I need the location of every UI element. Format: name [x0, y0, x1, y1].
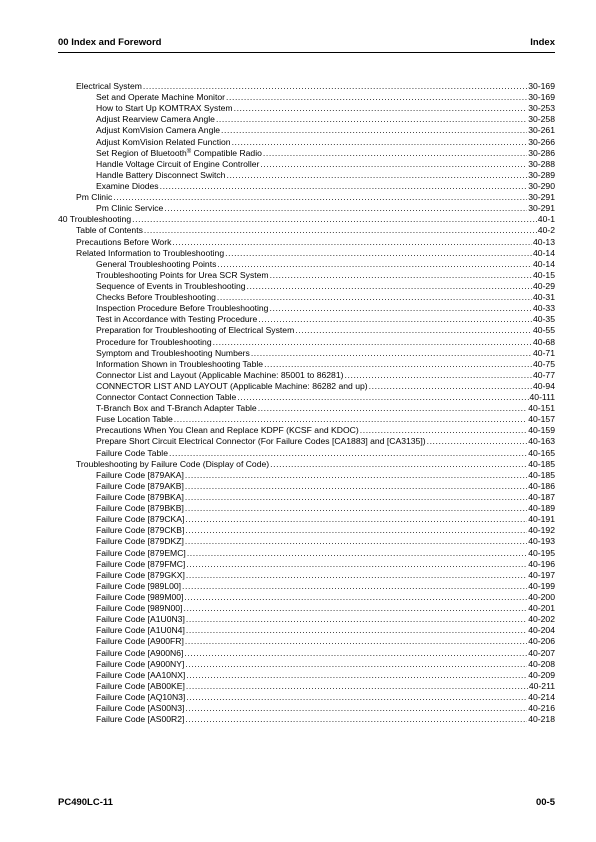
toc-entry-page: 40-207	[528, 647, 555, 658]
toc-entry-page: 30-261	[528, 125, 555, 136]
toc-entry-title-text: Fuse Location Table	[96, 414, 173, 425]
toc-entry-page: 40-94	[533, 380, 555, 391]
dot-leader	[232, 137, 528, 148]
toc-entry-title-text: Symptom and Troubleshooting Numbers	[96, 347, 250, 358]
toc-entry-page: 40-29	[533, 280, 555, 291]
dot-leader	[234, 103, 528, 114]
page-header	[58, 36, 555, 53]
toc-entry[interactable]	[58, 592, 555, 603]
toc-entry-title-text: Precautions When You Clean and Replace KDPF (KCSF and KDOC)	[96, 425, 359, 436]
toc-entry-title	[96, 159, 259, 170]
toc-entry-title	[96, 370, 343, 381]
toc-entry-title-text: Procedure for Troubleshooting	[96, 336, 212, 347]
dot-leader	[251, 348, 532, 359]
toc-entry-page: 30-290	[528, 180, 555, 191]
toc-entry-title-text: Examine Diodes	[96, 180, 159, 191]
toc-entry-title	[96, 303, 268, 314]
dot-leader	[113, 192, 527, 203]
toc-entry[interactable]	[58, 614, 555, 625]
dot-leader	[185, 525, 527, 536]
toc-entry-title-text: Handle Battery Disconnect Switch	[96, 169, 226, 180]
toc-entry-page: 40-208	[528, 658, 555, 669]
toc-entry[interactable]	[58, 337, 555, 348]
toc-entry[interactable]	[58, 514, 555, 525]
toc-entry[interactable]	[58, 81, 555, 92]
toc-entry-title-text: Failure Code [AQ10N3]	[96, 692, 186, 702]
toc-entry-title	[96, 392, 236, 403]
toc-entry-title-text: Related Information to Troubleshooting	[76, 247, 225, 258]
toc-entry[interactable]	[58, 692, 555, 703]
toc-entry-title-text: Failure Code [A900NY]	[96, 658, 185, 669]
toc-entry-title-text: Adjust KomVision Related Function	[96, 136, 231, 147]
toc-entry-title	[96, 525, 184, 536]
toc-entry-title	[96, 692, 185, 703]
header-index-label: Index	[530, 37, 555, 48]
dot-leader	[270, 270, 532, 281]
toc-entry-title-text: Prepare Short Circuit Electrical Connector (For Failure Codes [CA1883] and [CA3135])	[96, 436, 426, 447]
toc-entry-page: 30-288	[528, 158, 555, 169]
toc-entry-title	[96, 414, 173, 425]
toc-entry-title	[96, 703, 184, 714]
dot-leader	[225, 248, 532, 259]
toc-entry-page: 40-202	[528, 614, 555, 625]
toc-entry-title-text: Failure Code [879GKX]	[96, 569, 185, 580]
toc-entry-title-text: Pm Clinic	[76, 192, 113, 203]
toc-entry[interactable]	[58, 425, 555, 436]
toc-entry-page: 40-192	[528, 525, 555, 536]
toc-entry-page: 40-157	[528, 414, 555, 425]
toc-entry-title	[76, 459, 269, 470]
toc-entry[interactable]	[58, 181, 555, 192]
dot-leader	[217, 259, 532, 270]
toc-entry-title	[96, 470, 184, 481]
toc-entry[interactable]	[58, 303, 555, 314]
dot-leader	[185, 503, 527, 514]
toc-entry-title	[96, 714, 184, 725]
dot-leader	[186, 692, 527, 703]
toc-entry-title-text: Adjust KomVision Camera Angle	[96, 125, 221, 136]
toc-entry-page: 40-197	[528, 569, 555, 580]
toc-entry[interactable]	[58, 192, 555, 203]
toc-entry[interactable]	[58, 448, 555, 459]
toc-entry[interactable]	[58, 714, 555, 725]
toc-entry-page: 40-151	[528, 403, 555, 414]
dot-leader	[295, 325, 532, 336]
toc-entry-page: 40-71	[533, 347, 555, 358]
toc-entry-title	[96, 559, 185, 570]
toc-entry-title	[96, 625, 185, 636]
toc-entry[interactable]	[58, 414, 555, 425]
toc-entry[interactable]	[58, 703, 555, 714]
dot-leader	[226, 92, 527, 103]
dot-leader	[186, 559, 527, 570]
toc-entry-title	[96, 170, 225, 181]
toc-entry[interactable]	[58, 214, 555, 225]
toc-entry-title-text: Failure Code [AB00KE]	[96, 680, 185, 691]
toc-entry-title	[96, 337, 212, 348]
toc-entry-title	[96, 281, 246, 292]
section-title: 00 Index and Foreword	[58, 37, 162, 48]
toc-entry-title	[58, 214, 131, 225]
toc-entry-page: 40-13	[533, 236, 555, 247]
toc-entry[interactable]	[58, 325, 555, 336]
toc-entry-title	[96, 514, 184, 525]
toc-entry-title-text: Failure Code [879AKA]	[96, 469, 184, 480]
toc-entry-title	[96, 137, 231, 148]
toc-entry[interactable]	[58, 481, 555, 492]
toc-entry-title	[96, 259, 216, 270]
toc-entry[interactable]	[58, 359, 555, 370]
toc-entry-page: 30-291	[528, 192, 555, 203]
toc-entry-title	[76, 81, 142, 92]
toc-entry[interactable]	[58, 648, 555, 659]
toc-entry-title-text: Test in Accordance with Testing Procedure	[96, 314, 258, 325]
toc-entry-page: 40-199	[528, 580, 555, 591]
toc-entry-title	[96, 492, 184, 503]
toc-entry-title-text: Failure Code [879BKB]	[96, 503, 184, 514]
toc-entry-title	[96, 670, 185, 681]
toc-entry[interactable]	[58, 314, 555, 325]
toc-entry-title-text: Failure Code [879DKZ]	[96, 536, 184, 547]
toc-entry-title	[76, 248, 224, 259]
toc-entry-page: 40-201	[528, 603, 555, 614]
toc-entry-title	[96, 581, 181, 592]
toc-entry-title-text: Failure Code [A1U0N4]	[96, 625, 185, 636]
dot-leader	[260, 159, 527, 170]
toc-entry-title-text: T-Branch Box and T-Branch Adapter Table	[96, 403, 257, 414]
dot-leader	[186, 681, 528, 692]
dot-leader	[269, 303, 532, 314]
toc-entry-title	[96, 348, 250, 359]
dot-leader	[258, 314, 532, 325]
toc-entry-title-text: Handle Voltage Circuit of Engine Controller	[96, 158, 260, 169]
toc-entry-title-text: Table of Contents	[76, 225, 143, 236]
toc-entry-page: 40-185	[528, 469, 555, 480]
toc-entry-title	[96, 381, 368, 392]
dot-leader	[226, 170, 527, 181]
toc-entry[interactable]	[58, 103, 555, 114]
dot-leader	[143, 81, 527, 92]
toc-entry-title	[96, 359, 263, 370]
dot-leader	[213, 337, 532, 348]
dot-leader	[237, 392, 528, 403]
dot-leader	[360, 425, 528, 436]
toc-entry-page: 40-209	[528, 669, 555, 680]
toc-entry-page: 40-189	[528, 503, 555, 514]
toc-entry-page: 40-159	[528, 425, 555, 436]
toc-entry-title	[96, 592, 183, 603]
dot-leader	[187, 548, 527, 559]
dot-leader	[184, 648, 527, 659]
dot-leader	[132, 214, 537, 225]
toc-entry-title-text: CONNECTOR LIST AND LAYOUT (Applicable Machine: 86282 and up)	[96, 380, 368, 391]
toc-entry-title-text: Failure Code [879AKB]	[96, 480, 184, 491]
toc-entry[interactable]	[58, 492, 555, 503]
toc-entry-title	[96, 481, 184, 492]
toc-entry-title	[96, 437, 426, 448]
toc-entry-title-text: Electrical System	[76, 81, 142, 91]
toc-entry[interactable]	[58, 392, 555, 403]
toc-entry-title	[96, 148, 262, 159]
toc-entry-page: 40-193	[528, 536, 555, 547]
dot-leader	[221, 125, 527, 136]
dot-leader	[185, 492, 527, 503]
toc-entry-title-text: Sequence of Events in Troubleshooting	[96, 280, 246, 291]
toc-entry[interactable]	[58, 570, 555, 581]
toc-entry[interactable]	[58, 437, 555, 448]
toc-entry-title-text: General Troubleshooting Points	[96, 258, 217, 269]
toc-entry-title	[96, 548, 186, 559]
toc-entry-page: 40-111	[529, 392, 555, 403]
dot-leader	[185, 514, 527, 525]
dot-leader	[185, 636, 527, 647]
toc-entry[interactable]	[58, 381, 555, 392]
toc-entry[interactable]	[58, 259, 555, 270]
toc-entry-page: 40-218	[528, 714, 555, 725]
toc-entry-title-text: Troubleshooting Points for Urea SCR System	[96, 269, 269, 280]
dot-leader	[264, 359, 532, 370]
toc-entry[interactable]	[58, 270, 555, 281]
toc-entry-title-text: Failure Code [879BKA]	[96, 492, 184, 503]
toc-entry-title	[96, 448, 168, 459]
toc-entry-page: 40-2	[537, 225, 555, 236]
toc-entry-title-text: Failure Code [AA10NX]	[96, 669, 186, 680]
dot-leader	[160, 181, 528, 192]
toc-entry-page: 30-289	[528, 169, 555, 180]
toc-entry-page: 30-253	[528, 103, 555, 114]
dot-leader	[186, 614, 527, 625]
toc-entry-page: 40-68	[533, 336, 555, 347]
toc-entry-title	[96, 103, 233, 114]
toc-entry-title	[96, 403, 257, 414]
toc-entry-title-text: Failure Code [A1U0N3]	[96, 614, 185, 625]
toc-entry-title-text: Checks Before Troubleshooting	[96, 292, 216, 303]
toc-entry[interactable]	[58, 348, 555, 359]
toc-entry-title	[76, 225, 143, 236]
toc-entry-title-text: How to Start Up KOMTRAX System	[96, 103, 233, 114]
page-number: 00-5	[535, 797, 555, 808]
toc-entry-title-text: Failure Code [879CKA]	[96, 514, 185, 525]
toc-entry-title-text: Failure Code [989L00]	[96, 580, 182, 591]
toc-entry[interactable]	[58, 681, 555, 692]
dot-leader	[186, 670, 527, 681]
toc-entry-title	[96, 503, 184, 514]
toc-entry[interactable]	[58, 459, 555, 470]
toc-entry-title-text: Adjust Rearview Camera Angle	[96, 114, 215, 125]
toc-entry-title	[96, 92, 225, 103]
toc-entry[interactable]	[58, 114, 555, 125]
model-number: PC490LC-11	[58, 797, 113, 808]
toc-entry-page: 40-216	[528, 703, 555, 714]
toc-entry[interactable]	[58, 125, 555, 136]
dot-leader	[185, 536, 527, 547]
toc-entry-title	[96, 536, 184, 547]
toc-entry-page: 30-291	[528, 203, 555, 214]
toc-entry[interactable]	[58, 536, 555, 547]
dot-leader	[164, 203, 527, 214]
toc-entry-title-text: Failure Code [AS00R2]	[96, 714, 185, 725]
toc-entry[interactable]	[58, 503, 555, 514]
toc-entry-title	[96, 270, 269, 281]
toc-entry-title-text: Troubleshooting by Failure Code (Display of Code)	[76, 458, 270, 469]
toc-entry-page: 40-214	[528, 692, 555, 702]
toc-entry-title	[96, 659, 184, 670]
dot-leader	[185, 703, 527, 714]
toc-entry[interactable]	[58, 203, 555, 214]
dot-leader	[169, 448, 527, 459]
toc-entry-title	[76, 192, 112, 203]
toc-entry[interactable]	[58, 403, 555, 414]
toc-entry-title	[96, 570, 185, 581]
toc-entry-title-text: Failure Code Table	[96, 447, 168, 458]
toc-entry[interactable]	[58, 170, 555, 181]
toc-entry-page: 40-75	[533, 358, 555, 369]
dot-leader	[182, 581, 527, 592]
dot-leader	[263, 148, 527, 159]
toc-entry-title	[96, 181, 159, 192]
toc-entry[interactable]	[58, 603, 555, 614]
toc-entry-page: 40-204	[528, 625, 555, 636]
toc-entry[interactable]	[58, 148, 555, 159]
toc-entry-title-text: Information Shown in Troubleshooting Table	[96, 358, 264, 369]
toc-entry-title-text: Failure Code [879FMC]	[96, 558, 186, 569]
toc-entry-title	[96, 614, 185, 625]
toc-entry[interactable]	[58, 659, 555, 670]
toc-entry-title-text: Failure Code [A900N6]	[96, 647, 184, 658]
toc-entry[interactable]	[58, 581, 555, 592]
toc-entry-page: 40-206	[528, 636, 555, 647]
toc-entry-page: 40-200	[528, 592, 555, 603]
toc-entry[interactable]	[58, 237, 555, 248]
toc-entry-page: 40-187	[528, 492, 555, 503]
dot-leader	[144, 225, 537, 236]
toc-entry-title-text: 40 Troubleshooting	[58, 214, 132, 225]
toc-entry-title-text: Failure Code [989N00]	[96, 603, 183, 614]
dot-leader	[172, 237, 532, 248]
toc-entry-page: 30-266	[528, 136, 555, 147]
toc-entry-title	[96, 203, 163, 214]
toc-entry[interactable]	[58, 225, 555, 236]
dot-leader	[247, 281, 532, 292]
toc-entry[interactable]	[58, 92, 555, 103]
toc-entry[interactable]	[58, 525, 555, 536]
toc-entry-title-text: Inspection Procedure Before Troubleshooting	[96, 303, 269, 314]
dot-leader	[427, 437, 528, 448]
toc-entry-page: 30-169	[528, 92, 555, 103]
toc-entry[interactable]	[58, 625, 555, 636]
toc-entry[interactable]	[58, 137, 555, 148]
toc-entry-title	[96, 681, 185, 692]
toc-entry-page: 40-77	[533, 369, 555, 380]
toc-entry-page: 40-35	[533, 314, 555, 325]
toc-entry-page: 30-169	[528, 81, 555, 91]
toc-entry-title-text: Compatible Radio	[191, 147, 262, 158]
dot-leader	[184, 592, 527, 603]
toc-entry-page: 40-163	[528, 436, 555, 447]
dot-leader	[186, 570, 527, 581]
toc-entry-page: 40-165	[528, 447, 555, 458]
toc-entry-title	[76, 237, 171, 248]
dot-leader	[185, 481, 527, 492]
dot-leader	[217, 292, 532, 303]
toc-entry-page: 40-1	[537, 214, 555, 225]
toc-entry-title-text: Set Region of Bluetooth	[96, 147, 187, 158]
dot-leader	[216, 114, 527, 125]
toc-entry[interactable]	[58, 248, 555, 259]
dot-leader	[185, 714, 527, 725]
toc-entry[interactable]	[58, 470, 555, 481]
toc-entry-title-text: Pm Clinic Service	[96, 203, 164, 214]
toc-entry-title-text: Failure Code [989M00]	[96, 592, 184, 603]
toc-entry[interactable]	[58, 292, 555, 303]
toc-entry-title	[96, 425, 359, 436]
toc-entry-title-text: Precautions Before Work	[76, 236, 172, 247]
table-of-contents	[58, 81, 555, 725]
toc-entry-page: 40-14	[533, 258, 555, 269]
toc-entry[interactable]	[58, 281, 555, 292]
toc-entry-title	[96, 125, 220, 136]
toc-entry-page: 40-196	[528, 558, 555, 569]
toc-entry-page: 40-33	[533, 303, 555, 314]
toc-entry[interactable]	[58, 548, 555, 559]
toc-entry-title	[96, 325, 294, 336]
toc-entry-title-text: Set and Operate Machine Monitor	[96, 92, 225, 103]
toc-entry-title	[96, 292, 216, 303]
toc-entry-title-text: Failure Code [879CKB]	[96, 525, 185, 536]
toc-entry-title-text: Failure Code [AS00N3]	[96, 703, 185, 714]
registered-mark: ®	[186, 148, 192, 155]
toc-entry-page: 40-186	[528, 480, 555, 491]
dot-leader	[185, 659, 527, 670]
toc-entry[interactable]	[58, 370, 555, 381]
toc-entry-page: 40-14	[533, 247, 555, 258]
toc-entry-title	[96, 603, 182, 614]
dot-leader	[344, 370, 532, 381]
dot-leader	[369, 381, 532, 392]
toc-entry[interactable]	[58, 159, 555, 170]
toc-entry[interactable]	[58, 559, 555, 570]
toc-entry-page: 40-15	[533, 269, 555, 280]
toc-entry-page: 40-195	[528, 547, 555, 558]
toc-entry-page: 30-258	[528, 114, 555, 125]
dot-leader	[183, 603, 527, 614]
dot-leader	[186, 625, 527, 636]
toc-entry-page: 40-191	[528, 514, 555, 525]
toc-entry-title	[96, 648, 183, 659]
toc-entry-title-text: Failure Code [A900FR]	[96, 636, 184, 647]
toc-entry-title-text: Failure Code [879EMC]	[96, 547, 186, 558]
toc-entry-title	[96, 636, 184, 647]
toc-entry-page: 30-286	[528, 147, 555, 158]
dot-leader	[174, 414, 527, 425]
dot-leader	[185, 470, 527, 481]
dot-leader	[270, 459, 527, 470]
toc-entry-title-text: Connector List and Layout (Applicable Machine: 85001 to 86281)	[96, 369, 344, 380]
dot-leader	[258, 403, 528, 414]
toc-entry[interactable]	[58, 636, 555, 647]
toc-entry-page: 40-185	[528, 458, 555, 469]
toc-entry-title	[96, 114, 215, 125]
toc-entry-title-text: Preparation for Troubleshooting of Electrical System	[96, 325, 295, 336]
toc-entry-title-text: Connector Contact Connection Table	[96, 392, 237, 403]
toc-entry-title	[96, 314, 257, 325]
toc-entry-page: 40-31	[533, 292, 555, 303]
toc-entry-page: 40-211	[528, 680, 555, 691]
page-footer	[58, 797, 555, 811]
toc-entry-page: 40-55	[533, 325, 555, 336]
toc-entry[interactable]	[58, 670, 555, 681]
